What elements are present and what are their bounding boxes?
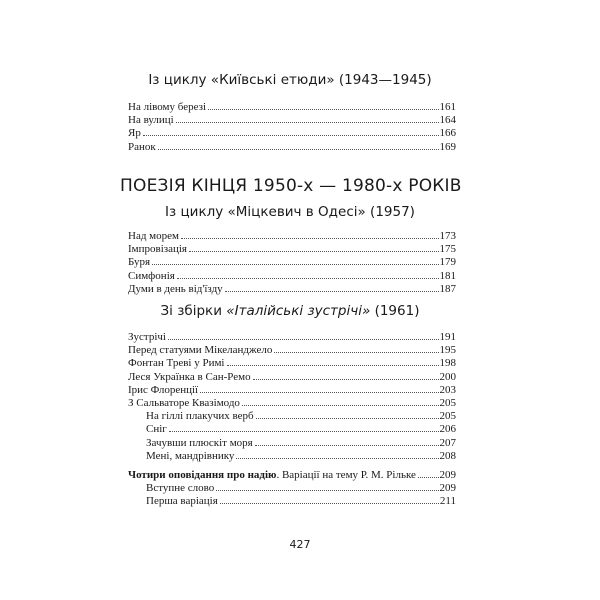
toc-entry[interactable]: Імпровізація 175: [128, 243, 456, 256]
toc-entry[interactable]: Фонтан Треві у Римі 198: [128, 357, 456, 370]
toc-subentry[interactable]: На гіллі плакучих верб 205: [146, 410, 456, 423]
toc-entry[interactable]: Зустрічі 191: [128, 331, 456, 343]
toc-subentry[interactable]: Вступне слово 209: [146, 482, 456, 495]
toc-subentry[interactable]: Сніг 206: [146, 423, 456, 436]
bold-title: Чотири оповідання про надію: [128, 469, 277, 481]
toc-subentry[interactable]: Перша варіація 211: [146, 495, 456, 508]
toc-entry[interactable]: Симфонія 181: [128, 269, 456, 282]
section-heading-kyiv-etudes: Із циклу «Київські етюди» (1943—1945): [148, 72, 432, 88]
toc-entry[interactable]: Леся Українка в Сан-Ремо 200: [128, 370, 456, 383]
toc-entry[interactable]: Буря 179: [128, 256, 456, 269]
toc-entry[interactable]: Ранок 169: [128, 140, 456, 153]
toc-list-kyiv-etudes: [128, 101, 456, 154]
toc-entry[interactable]: На вулиці 164: [128, 114, 456, 127]
toc-entry[interactable]: З Сальваторе Квазімодо 205: [128, 396, 456, 409]
toc-entry[interactable]: На лівому березі 161: [128, 101, 456, 113]
toc-entry[interactable]: Над морем 173: [128, 230, 456, 242]
toc-entry[interactable]: Ірис Флоренції 203: [128, 383, 456, 396]
toc-subentry[interactable]: Зачувши плюскіт моря 207: [146, 436, 456, 449]
part-heading: ПОЕЗІЯ КІНЦЯ 1950-х — 1980-х РОКІВ: [120, 176, 462, 196]
section-heading-mickiewicz: Із циклу «Міцкевич в Одесі» (1957): [165, 204, 415, 220]
toc-list-italian-meetings: [128, 331, 456, 463]
toc-list-four-stories: [128, 469, 456, 509]
toc-entry-four-stories[interactable]: Чотири оповідання про надію. Варіації на тему Р. М. Рільке 209: [128, 469, 456, 481]
toc-entry[interactable]: Яр 166: [128, 127, 456, 140]
toc-list-mickiewicz: [128, 230, 456, 296]
section-heading-italian-meetings: Зі збірки «Італійські зустрічі» (1961): [160, 303, 420, 319]
toc-entry[interactable]: Перед статуями Мікеланджело 195: [128, 344, 456, 357]
page-number: 427: [289, 538, 311, 551]
toc-subentry[interactable]: Мені, мандрівнику 208: [146, 449, 456, 462]
toc-entry[interactable]: Думи в день від'їзду 187: [128, 282, 456, 295]
